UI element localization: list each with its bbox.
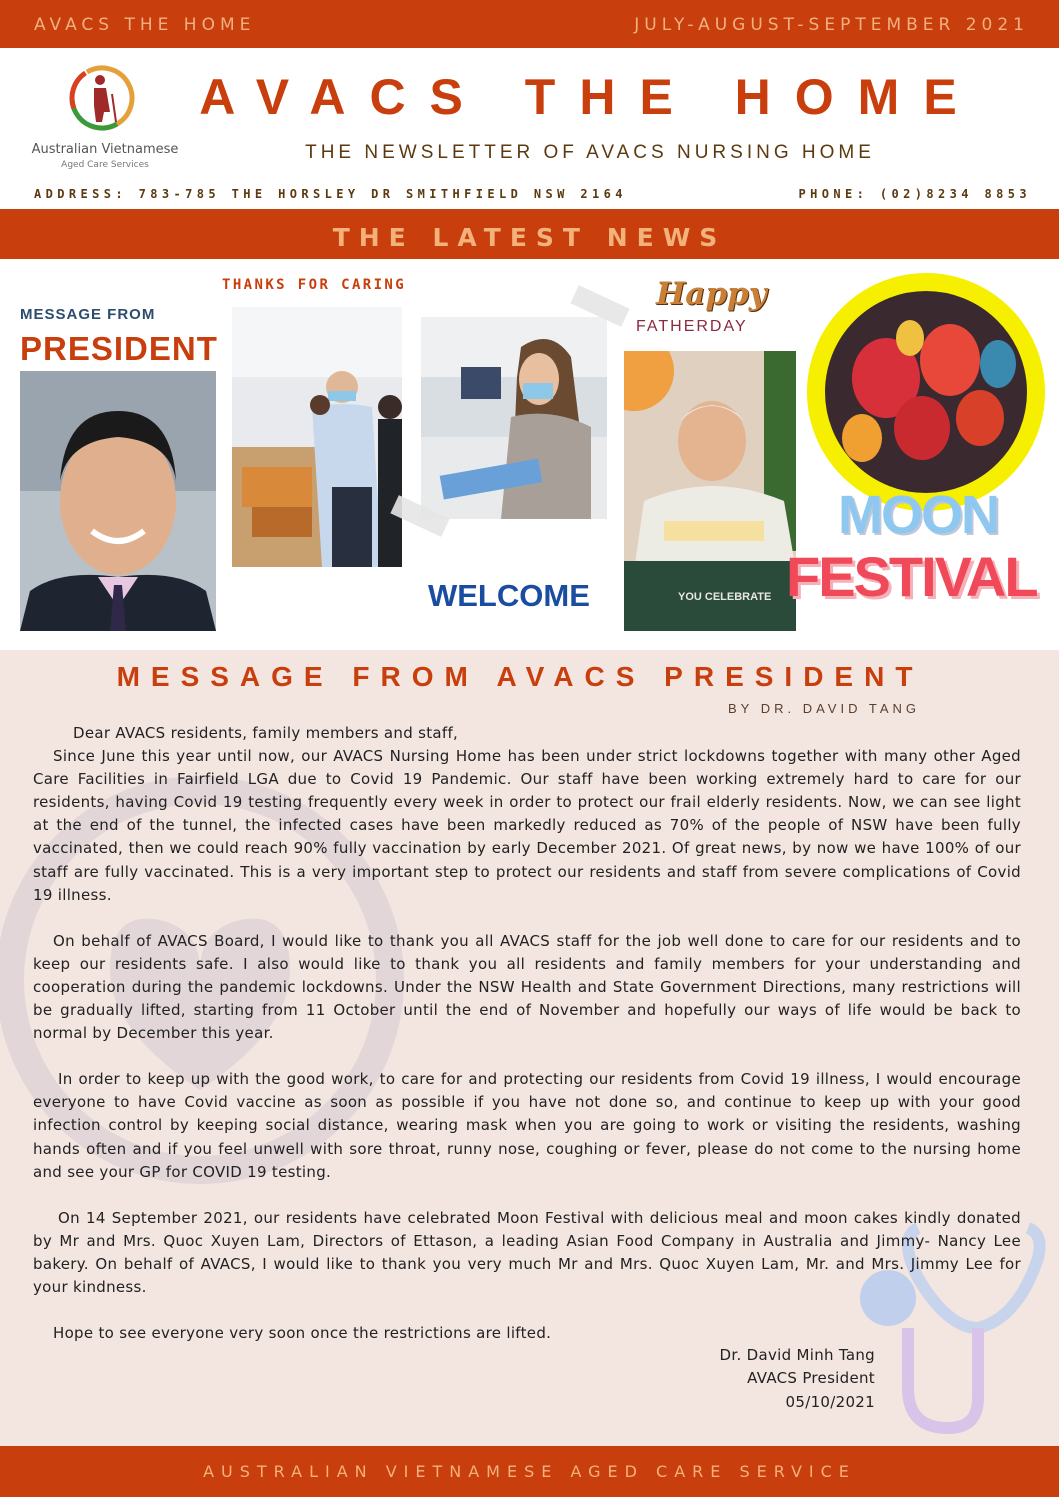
header-left-text: AVACS THE HOME [34, 15, 256, 35]
greeting: Dear AVACS residents, family members and staff, [73, 724, 459, 742]
newsletter-title: AVACS THE HOME [199, 69, 981, 125]
signature-block [720, 1344, 875, 1414]
paragraph-2: On behalf of AVACS Board, I would like to thank you all AVACS staff for the job well done to care for our residents and to keep our residents safe. I also would like to thank you all residents and family members for your understanding and cooperation during the pandemic lockdowns. Under the NSW Health and State Government Directions, many restrictions will be gradually lifted, starting from 11 October until the end of November and hopefully our ways of life would be back to normal by December this year. [33, 931, 1021, 1043]
footer-text: AUSTRALIAN VIETNAMESE AGED CARE SERVICE [203, 1462, 856, 1481]
paragraph-4: On 14 September 2021, our residents have celebrated Moon Festival with delicious meal and moon cakes kindly donated by Mr and Mrs. Quoc Xuyen Lam, Directors of Ettason, a leading Asian Food Company in Australia and Jimmy- Nancy Lee bakery. On behalf of AVACS, I would like to thank you very much Mr and Mrs. Quoc Xuyen Lam, Mr. and Mrs. Jimmy Lee for your kindness. [33, 1208, 1021, 1296]
byline: BY DR. DAVID TANG [727, 701, 920, 716]
newsletter-subtitle: THE NEWSLETTER OF AVACS NURSING HOME [305, 142, 875, 163]
message-body [33, 722, 1021, 1345]
president-label: PRESIDENT [20, 330, 218, 367]
thanks-for-caring-label: THANKS FOR CARING [222, 277, 407, 293]
avacs-logo [30, 60, 180, 175]
footer-band [0, 1446, 1059, 1497]
cake-text: YOU CELEBRATE [678, 591, 772, 603]
issue-date: JULY-AUGUST-SEPTEMBER 2021 [634, 15, 1029, 35]
welcome-label: WELCOME [428, 578, 590, 613]
festival-label: FESTIVAL [786, 545, 1037, 608]
staff-food-photo [232, 307, 402, 567]
fathers-day-photo [624, 351, 796, 631]
fatherday-label: FATHERDAY [636, 318, 748, 335]
logo-line1: Australian Vietnamese [31, 142, 179, 157]
latest-news-heading: THE LATEST NEWS [332, 223, 727, 252]
happy-label: Happy [656, 276, 767, 312]
signature-date: 05/10/2021 [785, 1392, 875, 1411]
moon-label: MOON [838, 485, 998, 545]
paragraph-1: Since June this year until now, our AVACS Nursing Home has been under strict lockdowns together with many other Aged Care Facilities in Fairfield LGA due to Covid 19 Pandemic. Our staff have been working extremely hard to care for our residents, having Covid 19 testing frequently every week in order to protect our frail elderly residents. Now, we can see light at the end of the tunnel, the infected cases have been markedly reduced as 70% of the people of NSW have been fully vaccinated, then we could reach 90% fully vaccination by early December 2021. Of great news, by now we have 100% of our staff are fully vaccinated. This is a very important step to protect our residents and staff from severe complications of Covid 19 illness. [33, 747, 1021, 904]
lantern-photo [802, 268, 1050, 516]
staff-testing-photo [421, 317, 607, 519]
paragraph-3: In order to keep up with the good work, to care for and protecting our residents from Covid 19 illness, I would encourage everyone to have Covid vaccine as soon as possible if you have not done so, and continue to keep up with your good infection control by keeping social distance, wearing mask when you are going to work or visiting the residents, washing hands often and if you feel unwell with sore throat, runny nose, coughing or fever, please do not come to the nursing home and see your GP for COVID 19 testing. [33, 1070, 1021, 1181]
signature-role: AVACS President [747, 1369, 875, 1388]
signature-name: Dr. David Minh Tang [719, 1346, 875, 1364]
message-title: MESSAGE FROM AVACS PRESIDENT [116, 661, 924, 692]
latest-news-band [0, 209, 1059, 259]
president-photo [20, 371, 216, 631]
top-band [0, 0, 1059, 48]
closing-line: Hope to see everyone very soon once the restrictions are lifted. [53, 1324, 552, 1343]
address: ADDRESS: 783-785 THE HORSLEY DR SMITHFIELD NSW 2164 [34, 187, 627, 201]
message-from-label: MESSAGE FROM [20, 306, 156, 323]
logo-line2: Aged Care Services [61, 160, 149, 170]
phone: PHONE: (02)8234 8853 [798, 187, 1031, 201]
